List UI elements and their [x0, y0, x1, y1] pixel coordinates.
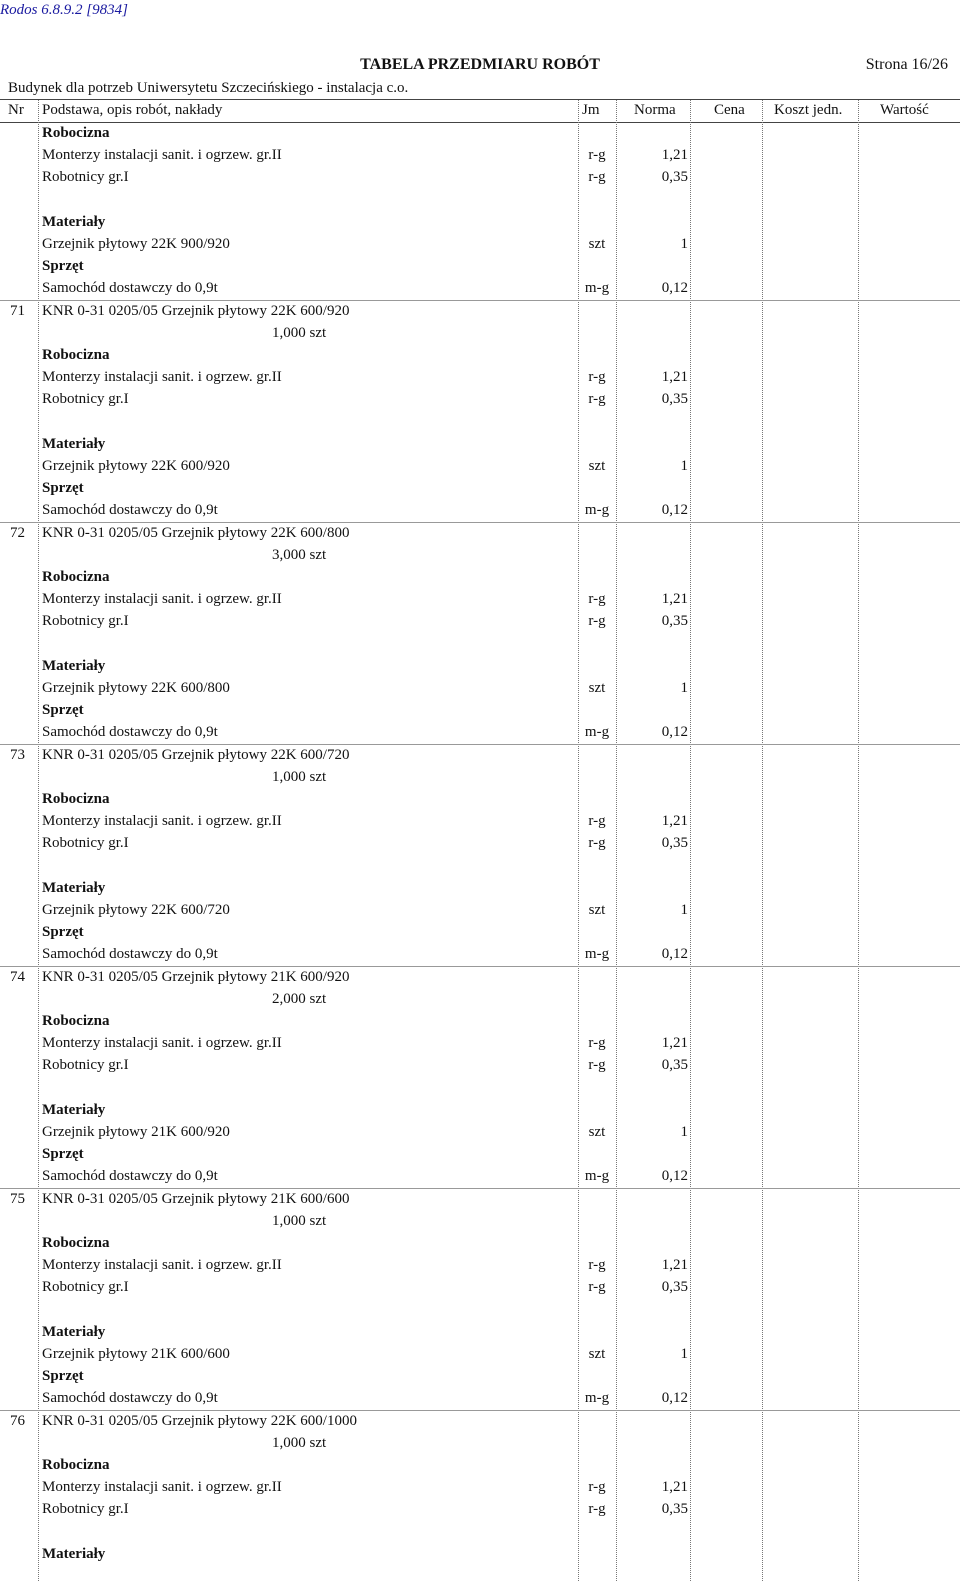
table-row: [0, 877, 960, 899]
row-description: Robotnicy gr.I: [42, 835, 129, 852]
row-description: Samochód dostawczy do 0,9t: [42, 724, 218, 741]
row-unit: r-g: [588, 1279, 606, 1296]
row-norm: 0,35: [661, 1501, 688, 1518]
table-row: [0, 1143, 960, 1165]
spacer-row: [0, 1299, 960, 1321]
spacer-row: [0, 1521, 960, 1543]
row-description: KNR 0-31 0205/05 Grzejnik płytowy 22K 600/720: [42, 746, 350, 763]
row-norm: 0,35: [661, 835, 688, 852]
table-row: [0, 1210, 960, 1232]
row-norm: 1,21: [661, 1257, 688, 1274]
section-label: Robocizna: [42, 1013, 110, 1029]
section-label: Sprzęt: [42, 924, 84, 941]
table-row: [0, 810, 960, 832]
position-row: [0, 522, 960, 544]
table-row: [0, 721, 960, 743]
table-row: [0, 1454, 960, 1476]
row-norm: 1,21: [661, 591, 688, 608]
table-row: [0, 166, 960, 188]
position-separator: [0, 744, 960, 745]
row-norm: 1,21: [661, 147, 688, 164]
row-unit: szt: [588, 902, 606, 918]
row-unit: szt: [588, 458, 606, 474]
row-description: Grzejnik płytowy 21K 600/920: [42, 1124, 230, 1140]
section-label: Materiały: [42, 213, 106, 230]
table-row: [0, 655, 960, 677]
row-unit: r-g: [588, 591, 606, 608]
table-row: [0, 1343, 960, 1365]
section-label: Robocizna: [42, 1457, 110, 1473]
document-subtitle: Budynek dla potrzeb Uniwersytetu Szczecińskiego - instalacja c.o.: [8, 80, 409, 96]
row-norm: 1,21: [661, 1479, 688, 1496]
row-description: Robotnicy gr.I: [42, 391, 129, 408]
row-unit: r-g: [588, 169, 606, 186]
row-unit: m-g: [584, 724, 610, 741]
table-row: [0, 699, 960, 721]
table-row: [0, 1321, 960, 1343]
row-norm: 1: [680, 902, 688, 918]
section-label: Sprzęt: [42, 702, 84, 719]
row-description: Samochód dostawczy do 0,9t: [42, 1168, 218, 1185]
row-unit: m-g: [584, 280, 610, 297]
section-label: Robocizna: [42, 791, 110, 807]
table-row: [0, 233, 960, 255]
row-unit: m-g: [584, 502, 610, 519]
row-description: Robotnicy gr.I: [42, 1501, 129, 1518]
row-norm: 0,35: [661, 391, 688, 408]
position-number: 73: [10, 746, 25, 763]
row-description: Monterzy instalacji sanit. i ogrzew. gr.II: [42, 591, 282, 608]
section-label: Materiały: [42, 1101, 106, 1118]
row-unit: r-g: [588, 1501, 606, 1518]
row-norm: 0,12: [661, 724, 688, 741]
row-norm: 0,12: [661, 502, 688, 519]
section-label: Materiały: [42, 657, 106, 674]
row-description: Samochód dostawczy do 0,9t: [42, 1390, 218, 1407]
table-row: [0, 433, 960, 455]
table-row: [0, 1476, 960, 1498]
table-row: [0, 211, 960, 233]
table-row: [0, 388, 960, 410]
row-norm: 1,21: [661, 813, 688, 830]
row-quantity: 1,000 szt: [272, 1212, 327, 1229]
row-description: Robotnicy gr.I: [42, 1279, 129, 1296]
page-number: Strona 16/26: [865, 56, 948, 73]
row-unit: r-g: [588, 1479, 606, 1496]
table-row: [0, 1432, 960, 1454]
table-row: [0, 1543, 960, 1565]
section-label: Robocizna: [42, 125, 110, 141]
row-unit: m-g: [584, 1168, 610, 1185]
spacer-row: [0, 189, 960, 211]
position-number: 74: [10, 968, 25, 985]
row-norm: 1,21: [661, 1035, 688, 1052]
section-label: Sprzęt: [42, 1368, 84, 1385]
row-norm: 1: [680, 1124, 688, 1140]
row-description: Samochód dostawczy do 0,9t: [42, 946, 218, 963]
row-description: Grzejnik płytowy 22K 600/800: [42, 680, 230, 696]
row-quantity: 1,000 szt: [272, 768, 327, 785]
table-row: [0, 255, 960, 277]
position-separator: [0, 1188, 960, 1189]
row-norm: 1: [680, 680, 688, 696]
position-row: [0, 300, 960, 322]
row-norm: 0,12: [661, 1390, 688, 1407]
position-number: 72: [10, 524, 25, 541]
section-label: Materiały: [42, 435, 106, 452]
row-norm: 1: [680, 1346, 688, 1362]
table-row: [0, 988, 960, 1010]
row-unit: szt: [588, 1346, 606, 1362]
section-label: Materiały: [42, 1323, 106, 1340]
row-unit: r-g: [588, 391, 606, 408]
row-norm: 0,35: [661, 1057, 688, 1074]
position-row: [0, 1188, 960, 1210]
table-row: [0, 455, 960, 477]
position-separator: [0, 300, 960, 301]
table-row: [0, 921, 960, 943]
header-cena: Cena: [714, 102, 745, 118]
row-description: Monterzy instalacji sanit. i ogrzew. gr.II: [42, 369, 282, 386]
row-description: KNR 0-31 0205/05 Grzejnik płytowy 21K 600/600: [42, 1190, 350, 1207]
table-row: [0, 610, 960, 632]
spacer-row: [0, 411, 960, 433]
section-label: Sprzęt: [42, 258, 84, 275]
table-row: [0, 1232, 960, 1254]
table-row: [0, 677, 960, 699]
table-row: [0, 322, 960, 344]
row-description: Grzejnik płytowy 22K 600/920: [42, 458, 230, 474]
header-desc: Podstawa, opis robót, nakłady: [42, 102, 223, 118]
row-description: Monterzy instalacji sanit. i ogrzew. gr.II: [42, 1257, 282, 1274]
section-label: Materiały: [42, 1545, 106, 1562]
table-top-rule: [0, 99, 960, 100]
row-unit: r-g: [588, 1257, 606, 1274]
table-row: [0, 1032, 960, 1054]
row-norm: 1: [680, 458, 688, 474]
row-unit: r-g: [588, 1057, 606, 1074]
position-number: 75: [10, 1190, 25, 1207]
table-row: [0, 588, 960, 610]
row-description: Robotnicy gr.I: [42, 1057, 129, 1074]
position-row: [0, 966, 960, 988]
row-description: Grzejnik płytowy 21K 600/600: [42, 1346, 230, 1362]
row-quantity: 1,000 szt: [272, 1434, 327, 1451]
table-row: [0, 144, 960, 166]
table-row: [0, 344, 960, 366]
section-label: Robocizna: [42, 1235, 110, 1251]
row-description: Monterzy instalacji sanit. i ogrzew. gr.II: [42, 147, 282, 164]
document-title: TABELA PRZEDMIARU ROBÓT: [360, 56, 600, 73]
row-description: Robotnicy gr.I: [42, 613, 129, 630]
row-quantity: 2,000 szt: [272, 990, 327, 1007]
row-description: Samochód dostawczy do 0,9t: [42, 280, 218, 297]
row-unit: szt: [588, 680, 606, 696]
app-title: Rodos 6.8.9.2 [9834]: [0, 2, 128, 18]
row-description: Monterzy instalacji sanit. i ogrzew. gr.II: [42, 1035, 282, 1052]
row-norm: 1: [680, 236, 688, 252]
section-label: Robocizna: [42, 347, 110, 363]
table-row: [0, 1121, 960, 1143]
row-norm: 0,35: [661, 613, 688, 630]
table-row: [0, 1387, 960, 1409]
position-separator: [0, 522, 960, 523]
row-description: Samochód dostawczy do 0,9t: [42, 502, 218, 519]
spacer-row: [0, 633, 960, 655]
row-description: KNR 0-31 0205/05 Grzejnik płytowy 21K 600/920: [42, 968, 350, 985]
row-description: KNR 0-31 0205/05 Grzejnik płytowy 22K 600/800: [42, 524, 350, 541]
section-label: Materiały: [42, 879, 106, 896]
table-row: [0, 277, 960, 299]
row-norm: 0,12: [661, 280, 688, 297]
section-label: Sprzęt: [42, 1146, 84, 1163]
row-unit: r-g: [588, 835, 606, 852]
table-row: [0, 1365, 960, 1387]
table-row: [0, 1276, 960, 1298]
row-description: KNR 0-31 0205/05 Grzejnik płytowy 22K 600/1000: [42, 1412, 357, 1429]
header-jm: Jm: [582, 102, 600, 118]
table-row: [0, 499, 960, 521]
table-row: [0, 766, 960, 788]
row-description: Grzejnik płytowy 22K 900/920: [42, 236, 230, 252]
row-unit: r-g: [588, 369, 606, 386]
section-label: Sprzęt: [42, 480, 84, 497]
row-quantity: 1,000 szt: [272, 324, 327, 341]
table-row: [0, 1165, 960, 1187]
header-norma: Norma: [634, 102, 676, 118]
row-norm: 0,35: [661, 1279, 688, 1296]
row-description: Monterzy instalacji sanit. i ogrzew. gr.II: [42, 813, 282, 830]
header-wartosc: Wartość: [880, 102, 929, 118]
position-row: [0, 1410, 960, 1432]
header-koszt: Koszt jedn.: [774, 102, 843, 118]
row-unit: r-g: [588, 613, 606, 630]
table-row: [0, 566, 960, 588]
header-nr: Nr: [8, 102, 24, 118]
position-separator: [0, 1410, 960, 1411]
table-row: [0, 366, 960, 388]
row-description: Robotnicy gr.I: [42, 169, 129, 186]
table-row: [0, 899, 960, 921]
table-row: [0, 943, 960, 965]
position-row: [0, 744, 960, 766]
row-description: Grzejnik płytowy 22K 600/720: [42, 902, 230, 918]
row-norm: 0,12: [661, 1168, 688, 1185]
spacer-row: [0, 1077, 960, 1099]
row-norm: 0,35: [661, 169, 688, 186]
row-unit: r-g: [588, 147, 606, 164]
row-unit: m-g: [584, 1390, 610, 1407]
spacer-row: [0, 855, 960, 877]
table-row: [0, 1498, 960, 1520]
row-unit: m-g: [584, 946, 610, 963]
table-row: [0, 477, 960, 499]
table-row: [0, 1254, 960, 1276]
row-norm: 1,21: [661, 369, 688, 386]
table-row: [0, 832, 960, 854]
row-quantity: 3,000 szt: [272, 546, 327, 563]
row-unit: r-g: [588, 1035, 606, 1052]
row-unit: r-g: [588, 813, 606, 830]
table-row: [0, 122, 960, 144]
table-row: [0, 1099, 960, 1121]
row-description: KNR 0-31 0205/05 Grzejnik płytowy 22K 600/920: [42, 302, 350, 319]
position-separator: [0, 966, 960, 967]
position-number: 76: [10, 1412, 25, 1429]
table-row: [0, 544, 960, 566]
row-unit: szt: [588, 1124, 606, 1140]
table-row: [0, 1010, 960, 1032]
table-row: [0, 1054, 960, 1076]
row-description: Monterzy instalacji sanit. i ogrzew. gr.II: [42, 1479, 282, 1496]
table-row: [0, 788, 960, 810]
position-number: 71: [10, 302, 25, 319]
row-unit: szt: [588, 236, 606, 252]
section-label: Robocizna: [42, 569, 110, 585]
row-norm: 0,12: [661, 946, 688, 963]
